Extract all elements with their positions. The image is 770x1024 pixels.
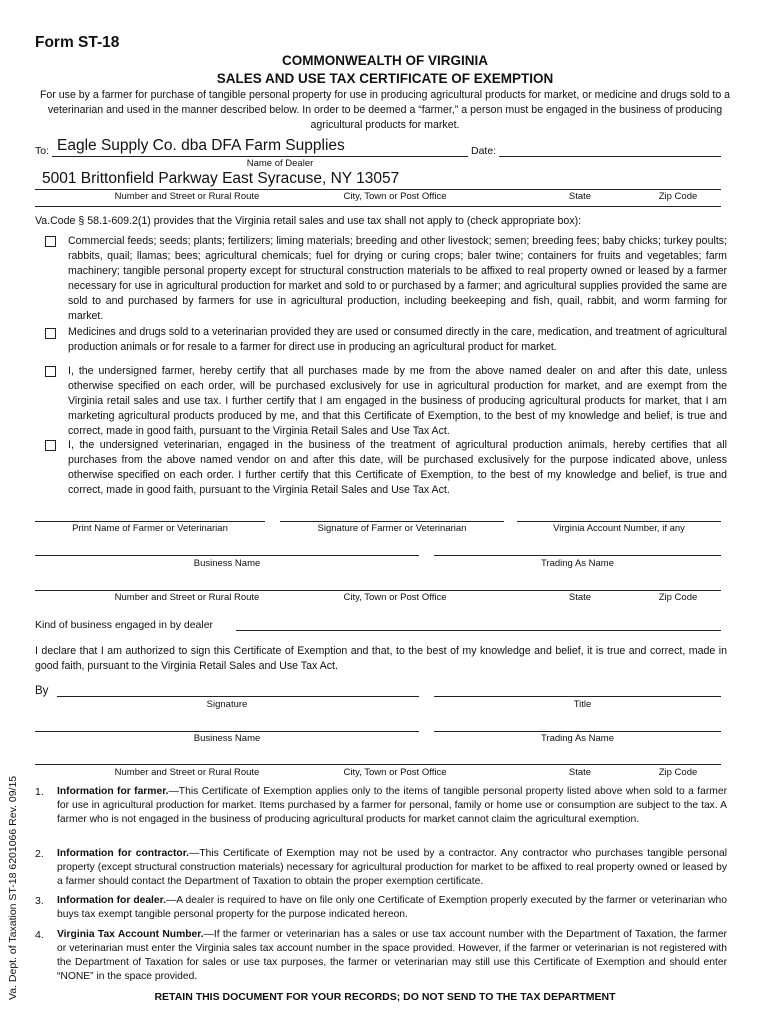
by-label: By xyxy=(35,685,49,697)
option-1-text: Commercial feeds; seeds; plants; fertilizers; liming materials; breeding and other livestock; semen; breeding fees; baby chicks; turkey poults; rabbits, quail; llamas; bees; agricultural chemicals; fuel for drying or curing crops; baler twine; containers for fruits and vegetables; farm machinery; tangible personal property except for structural construction materials to be affixed to real property owned or leased by a farmer necessary for use in agricultural production for market and sold to or purchased by a farmer; and agricultural supplies provided the same are sold to and purchased by farmers for use in agricultural production, including beekeeping and fish, quail, rabbit, and worm farming for market. xyxy=(68,235,727,322)
dealer-state-caption: State xyxy=(568,191,592,202)
option-2-checkbox[interactable] xyxy=(45,328,56,339)
farmer-trading-caption: Trading As Name xyxy=(540,558,615,569)
dealer-street-caption: Number and Street or Rural Route xyxy=(114,191,260,202)
note-1-text: —This Certificate of Exemption applies only to the items of tangible personal property listed above when sold to a farmer for use in agricultural production for market. Items purchased by a farmer for personal, family or home use or consumption are subject to the tax. A farmer who is not engaged in the business of producing agricultural products for market cannot claim the agricultural exemption. xyxy=(57,786,727,825)
date-line[interactable] xyxy=(499,156,721,157)
divider xyxy=(35,206,721,207)
farmer-business-caption: Business Name xyxy=(193,558,261,569)
signer-city-caption: City, Town or Post Office xyxy=(343,767,447,778)
option-2-text: Medicines and drugs sold to a veterinarian provided they are used or consumed directly in the care, medication, and treatment of agricultural production animals or for resale to a farmer for direct use in producing an agricultural product for market. xyxy=(68,326,727,353)
signer-zip-caption: Zip Code xyxy=(658,767,698,778)
signer-trading-caption: Trading As Name xyxy=(540,733,615,744)
farmer-business-line[interactable] xyxy=(35,555,419,556)
title-line-2: SALES AND USE TAX CERTIFICATE OF EXEMPTION xyxy=(216,71,554,86)
farmer-street-caption: Number and Street or Rural Route xyxy=(114,592,260,603)
to-label: To: xyxy=(35,145,50,157)
signer-title-caption: Title xyxy=(573,699,592,710)
note-2-text: —This Certificate of Exemption may not be used by a contractor. Any contractor who purchases tangible personal property (except structural construction materials) necessary for agricultural production for market to be affixed to real property owned or leased by a farmer should contact the Department of Taxation to obtain the proper exemption certificate. xyxy=(57,848,727,887)
signer-address-line[interactable] xyxy=(35,764,721,765)
signer-street-caption: Number and Street or Rural Route xyxy=(114,767,260,778)
side-revision-text: Va. Dept. of Taxation ST-18 6201066 Rev. 09/15 xyxy=(7,775,19,1000)
vet-certify-checkbox[interactable] xyxy=(45,440,56,451)
dealer-city-caption: City, Town or Post Office xyxy=(343,191,447,202)
dealer-name-value[interactable]: Eagle Supply Co. dba DFA Farm Supplies xyxy=(57,137,345,154)
option-1-checkbox[interactable] xyxy=(45,236,56,247)
dealer-name-line xyxy=(52,156,468,157)
note-1-heading: Information for farmer. xyxy=(57,786,169,797)
date-label: Date: xyxy=(471,145,497,157)
account-number-caption: Virginia Account Number, if any xyxy=(553,523,685,534)
farmer-certify-checkbox[interactable] xyxy=(45,366,56,377)
farmer-certify-text: I, the undersigned farmer, hereby certify that all purchases made by me from the above named dealer on and after this date, unless otherwise specified on each order, will be purchased exclusively for use in agricultural production for market, and are exempt from the Virginia retail sales and use tax. I further certify that I am engaged in the business of producing agricultural products for market, that I am marketing agricultural products produced by me, and that this Certificate of Exemption, to the best of my knowledge and belief, is true and correct, made in good faith, pursuant to the Virginia Retail Sales and Use Tax Act. xyxy=(68,365,727,437)
note-2-number: 2. xyxy=(35,848,44,860)
farmer-state-caption: State xyxy=(568,592,592,603)
note-4-heading: Virginia Tax Account Number. xyxy=(57,929,204,940)
dealer-address-line xyxy=(35,189,721,190)
note-1-number: 1. xyxy=(35,786,44,798)
note-1 xyxy=(57,785,727,827)
dealer-address-value[interactable]: 5001 Brittonfield Parkway East Syracuse, NY 13057 xyxy=(42,170,400,187)
kind-of-business-line[interactable] xyxy=(236,630,721,631)
dealer-name-caption: Name of Dealer xyxy=(246,158,314,169)
print-name-line[interactable] xyxy=(35,521,265,522)
note-2-heading: Information for contractor. xyxy=(57,848,190,859)
form-id: Form ST-18 xyxy=(35,34,120,51)
note-3-heading: Information for dealer. xyxy=(57,895,166,906)
signer-title-line[interactable] xyxy=(434,696,721,697)
account-number-line[interactable] xyxy=(517,521,721,522)
intro-text: For use by a farmer for purchase of tangible personal property for use in producing agricultural products for market, or medicine and drugs sold to a veterinarian and used in the manner described below. In order to be deemed a “farmer,” a person must be engaged in the business of producing agricultural products for market. xyxy=(39,89,731,131)
note-4-text: —If the farmer or veterinarian has a sales or use tax account number with the Department of Taxation, the farmer or veterinarian must enter the Virginia sales tax account number in the space provided. However, if the farmer or veterinarian is not registered with the Department of Taxation for sales or use tax purposes, the farmer or veterinarian may still use this Certificate of Exemption and should enter “NONE” in the space provided. xyxy=(57,929,727,982)
kind-of-business-label: Kind of business engaged in by dealer xyxy=(35,619,214,631)
signer-state-caption: State xyxy=(568,767,592,778)
signer-signature-caption: Signature xyxy=(206,699,248,710)
note-4-number: 4. xyxy=(35,929,44,941)
note-3 xyxy=(57,894,727,922)
title-line-1: COMMONWEALTH OF VIRGINIA xyxy=(282,53,488,68)
note-3-text: —A dealer is required to have on file only one Certificate of Exemption properly executed by the farmer or veterinarian who buys tax exempt tangible personal property for the purpose indicated hereon. xyxy=(57,895,727,920)
farmer-city-caption: City, Town or Post Office xyxy=(343,592,447,603)
note-3-number: 3. xyxy=(35,895,44,907)
signer-business-caption: Business Name xyxy=(193,733,261,744)
vet-certify-text: I, the undersigned veterinarian, engaged in the business of the treatment of agricultural production animals, hereby certifies that all purchases from the above named vendor on and after this date, will be purchased exclusively for the purpose indicated above, unless otherwise specified on each order. I further certify that this Certificate of Exemption, to the best of my knowledge and belief, is true and correct, made in good faith, pursuant to the Virginia Retail Sales and Use Tax Act. xyxy=(68,439,727,496)
declaration-text: I declare that I am authorized to sign this Certificate of Exemption and that, to the best of my knowledge and belief, it is true and correct, made in good faith, pursuant to the Virginia Retail Sales and Use Tax Act. xyxy=(35,645,727,672)
signer-signature-line[interactable] xyxy=(57,696,419,697)
farmer-trading-line[interactable] xyxy=(434,555,721,556)
farmer-address-line[interactable] xyxy=(35,590,721,591)
farmer-zip-caption: Zip Code xyxy=(658,592,698,603)
farmer-signature-line[interactable] xyxy=(280,521,504,522)
dealer-zip-caption: Zip Code xyxy=(658,191,698,202)
print-name-caption: Print Name of Farmer or Veterinarian xyxy=(72,523,228,534)
note-4 xyxy=(57,928,727,984)
note-2 xyxy=(57,847,727,889)
footer-text: RETAIN THIS DOCUMENT FOR YOUR RECORDS; DO NOT SEND TO THE TAX DEPARTMENT xyxy=(154,991,616,1003)
farmer-signature-caption: Signature of Farmer or Veterinarian xyxy=(317,523,467,534)
va-code-text: Va.Code § 58.1-609.2(1) provides that the Virginia retail sales and use tax shall not apply to (check appropriate box): xyxy=(35,215,582,227)
signer-business-line[interactable] xyxy=(35,731,419,732)
signer-trading-line[interactable] xyxy=(434,731,721,732)
